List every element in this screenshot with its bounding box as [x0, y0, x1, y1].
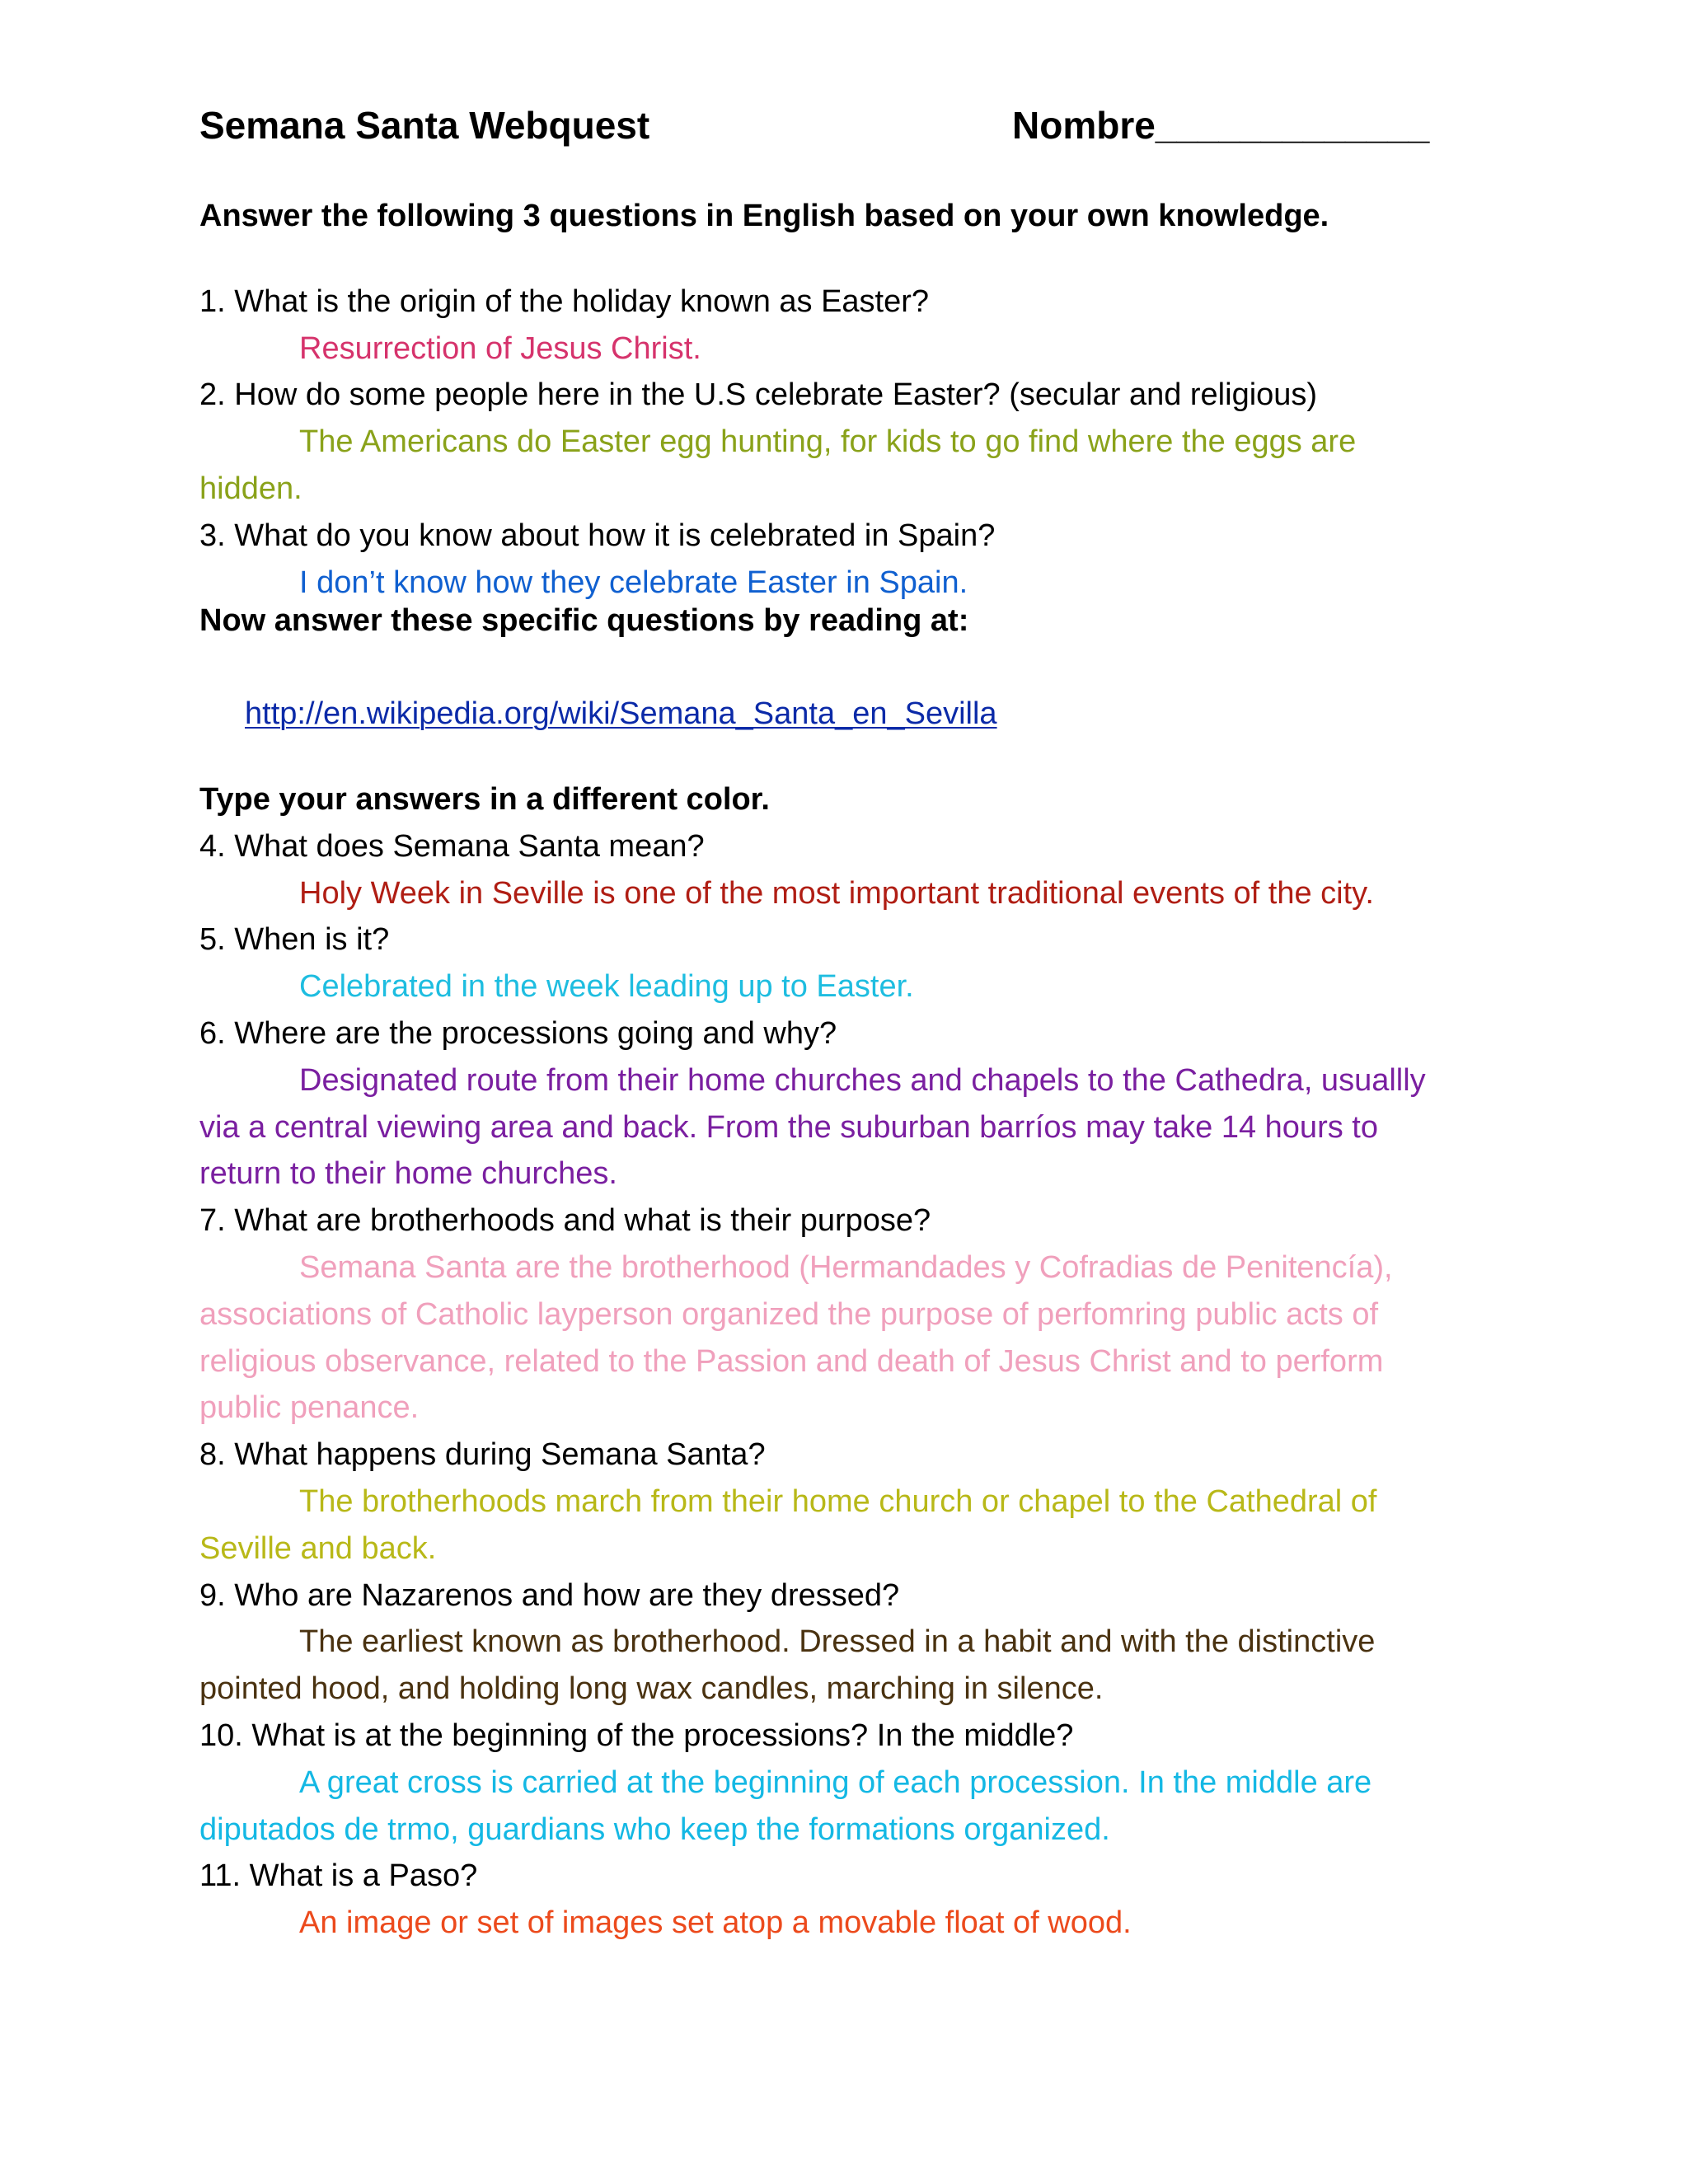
answer-7-line-2: associations of Catholic layperson organized the purpose of perfomring public acts of [199, 1296, 1379, 1332]
question-11: 11. What is a Paso? [199, 1858, 478, 1894]
answer-6-line-2: via a central viewing area and back. From the suburban barríos may take 14 hours to [199, 1109, 1378, 1145]
question-3: 3. What do you know about how it is celebrated in Spain? [199, 518, 996, 553]
type-instruction: Type your answers in a different color. [199, 781, 770, 817]
question-7: 7. What are brotherhoods and what is their purpose? [199, 1203, 931, 1239]
answer-1: Resurrection of Jesus Christ. [299, 330, 701, 366]
question-8: 8. What happens during Semana Santa? [199, 1437, 766, 1473]
name-field-label: Nombre_____________ [1012, 104, 1430, 147]
wikipedia-link[interactable]: http://en.wikipedia.org/wiki/Semana_Santa_en_Sevilla [245, 696, 997, 732]
question-2: 2. How do some people here in the U.S celebrate Easter? (secular and religious) [199, 377, 1318, 413]
document-body [199, 193, 1551, 1947]
question-10: 10. What is at the beginning of the processions? In the middle? [199, 1718, 1074, 1753]
wikipedia-link-line [199, 691, 1551, 738]
answer-5: Celebrated in the week leading up to Easter. [299, 969, 914, 1005]
section1-instruction: Answer the following 3 questions in English based on your own knowledge. [199, 199, 1329, 233]
answer-10-line-2: diputados de trmo, guardians who keep the formations organized. [199, 1811, 1110, 1847]
question-6: 6. Where are the processions going and why? [199, 1015, 837, 1051]
answer-8-line-1: The brotherhoods march from their home church or chapel to the Cathedral of [299, 1483, 1377, 1519]
document-header [199, 99, 1551, 152]
answer-6-line-3: return to their home churches. [199, 1156, 617, 1192]
section2-instruction: Now answer these specific questions by reading at: [199, 603, 969, 639]
answer-4: Holy Week in Seville is one of the most important traditional events of the city. [299, 875, 1374, 911]
answer-2-line-1: The Americans do Easter egg hunting, for kids to go find where the eggs are [299, 424, 1357, 460]
answer-9-line-2: pointed hood, and holding long wax candles, marching in silence. [199, 1671, 1104, 1707]
answer-8-line-2: Seville and back. [199, 1530, 437, 1566]
question-9: 9. Who are Nazarenos and how are they dressed? [199, 1577, 900, 1613]
answer-2-line-2: hidden. [199, 471, 302, 506]
question-5: 5. When is it? [199, 922, 390, 958]
answer-7-line-4: public penance. [199, 1390, 420, 1426]
answer-10-line-1: A great cross is carried at the beginning of each procession. In the middle are [299, 1765, 1372, 1800]
document-page [199, 0, 1551, 2184]
answer-11: An image or set of images set atop a movable float of wood. [299, 1905, 1132, 1941]
answer-7-line-1: Semana Santa are the brotherhood (Hermandades y Cofradias de Penitencía), [299, 1249, 1393, 1285]
answer-9-line-1: The earliest known as brotherhood. Dressed in a habit and with the distinctive [299, 1624, 1376, 1660]
question-1: 1. What is the origin of the holiday known as Easter? [199, 284, 930, 319]
answer-6-line-1: Designated route from their home churches and chapels to the Cathedra, usuallly [299, 1062, 1426, 1098]
page-title: Semana Santa Webquest [199, 104, 650, 147]
answer-7-line-3: religious observance, related to the Passion and death of Jesus Christ and to perform [199, 1343, 1384, 1379]
question-4: 4. What does Semana Santa mean? [199, 828, 705, 864]
answer-3: I don’t know how they celebrate Easter in Spain. [299, 565, 968, 600]
